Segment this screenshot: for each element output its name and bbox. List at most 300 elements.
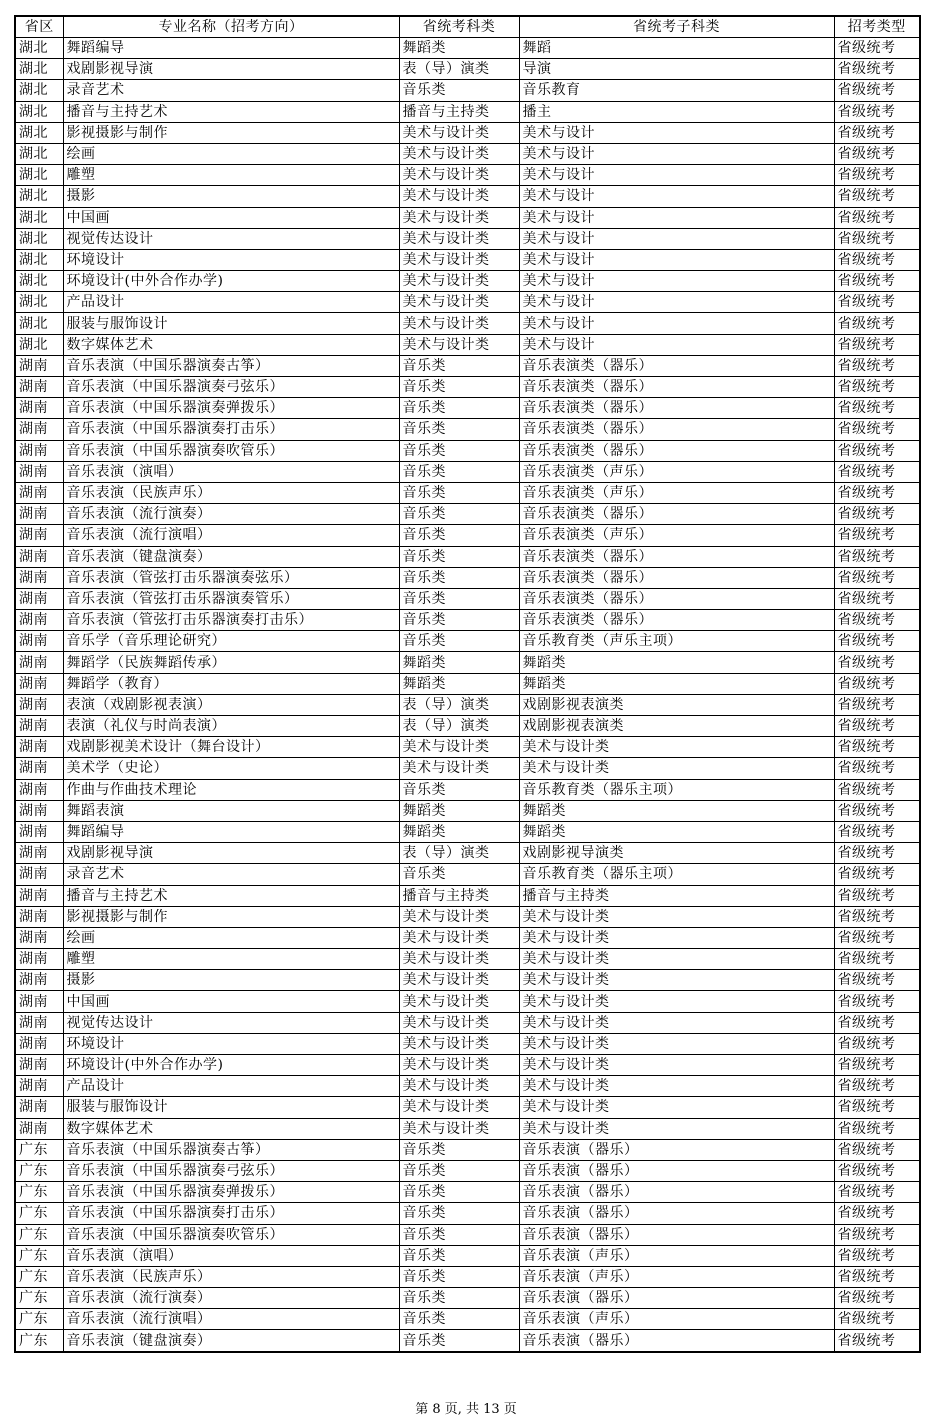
cell-province: 广东 [15, 1330, 63, 1352]
cell-exam-subcategory: 美术与设计 [519, 207, 834, 228]
cell-exam-subcategory: 美术与设计类 [519, 991, 834, 1012]
cell-exam-subcategory: 音乐教育 [519, 80, 834, 101]
cell-province: 湖南 [15, 1033, 63, 1054]
cell-province: 湖南 [15, 927, 63, 948]
table-row [15, 588, 920, 609]
cell-province: 广东 [15, 1245, 63, 1266]
cell-exam-subcategory: 音乐表演类（器乐） [519, 355, 834, 376]
cell-exam-category: 音乐类 [399, 1182, 519, 1203]
table-row [15, 864, 920, 885]
cell-major: 音乐表演（流行演奏） [63, 504, 399, 525]
cell-major: 摄影 [63, 970, 399, 991]
table-row [15, 334, 920, 355]
cell-exam-category: 舞蹈类 [399, 38, 519, 59]
cell-province: 湖南 [15, 970, 63, 991]
table-row [15, 1076, 920, 1097]
cell-admission-type: 省级统考 [834, 737, 920, 758]
table-row [15, 1055, 920, 1076]
table-row [15, 1330, 920, 1352]
cell-province: 湖南 [15, 1097, 63, 1118]
cell-exam-category: 美术与设计类 [399, 1012, 519, 1033]
table-row [15, 165, 920, 186]
cell-province: 湖南 [15, 461, 63, 482]
cell-exam-category: 美术与设计类 [399, 1097, 519, 1118]
table-row [15, 1097, 920, 1118]
cell-admission-type: 省级统考 [834, 143, 920, 164]
cell-province: 湖北 [15, 186, 63, 207]
cell-major: 环境设计(中外合作办学) [63, 1055, 399, 1076]
cell-exam-subcategory: 戏剧影视导演类 [519, 843, 834, 864]
cell-exam-subcategory: 舞蹈类 [519, 652, 834, 673]
cell-admission-type: 省级统考 [834, 186, 920, 207]
cell-admission-type: 省级统考 [834, 843, 920, 864]
table-header-row [15, 16, 920, 38]
cell-major: 音乐表演（中国乐器演奏吹管乐） [63, 440, 399, 461]
cell-exam-subcategory: 美术与设计类 [519, 1118, 834, 1139]
cell-province: 湖南 [15, 419, 63, 440]
cell-exam-category: 音乐类 [399, 1309, 519, 1330]
cell-exam-category: 美术与设计类 [399, 970, 519, 991]
cell-exam-category: 音乐类 [399, 440, 519, 461]
cell-province: 湖南 [15, 779, 63, 800]
cell-exam-category: 美术与设计类 [399, 927, 519, 948]
cell-admission-type: 省级统考 [834, 588, 920, 609]
table-row [15, 1160, 920, 1181]
cell-exam-category: 音乐类 [399, 1288, 519, 1309]
cell-major: 中国画 [63, 207, 399, 228]
cell-province: 广东 [15, 1203, 63, 1224]
table-row [15, 355, 920, 376]
cell-major: 戏剧影视导演 [63, 59, 399, 80]
cell-major: 音乐表演（中国乐器演奏弓弦乐） [63, 1160, 399, 1181]
cell-province: 湖南 [15, 821, 63, 842]
cell-major: 舞蹈编导 [63, 38, 399, 59]
cell-exam-category: 美术与设计类 [399, 207, 519, 228]
cell-admission-type: 省级统考 [834, 440, 920, 461]
cell-exam-subcategory: 美术与设计类 [519, 949, 834, 970]
cell-province: 湖北 [15, 38, 63, 59]
cell-admission-type: 省级统考 [834, 228, 920, 249]
cell-province: 湖北 [15, 165, 63, 186]
cell-exam-subcategory: 戏剧影视表演类 [519, 716, 834, 737]
table-row [15, 821, 920, 842]
cell-exam-subcategory: 舞蹈类 [519, 800, 834, 821]
cell-exam-subcategory: 音乐教育类（声乐主项） [519, 631, 834, 652]
table-row [15, 610, 920, 631]
table-row [15, 1139, 920, 1160]
cell-exam-category: 美术与设计类 [399, 1033, 519, 1054]
cell-exam-category: 美术与设计类 [399, 292, 519, 313]
cell-province: 湖北 [15, 59, 63, 80]
cell-exam-category: 音乐类 [399, 461, 519, 482]
cell-exam-subcategory: 播主 [519, 101, 834, 122]
cell-major: 音乐表演（民族声乐） [63, 1266, 399, 1287]
cell-major: 播音与主持艺术 [63, 885, 399, 906]
cell-province: 湖南 [15, 482, 63, 503]
cell-exam-category: 音乐类 [399, 504, 519, 525]
cell-province: 湖北 [15, 80, 63, 101]
table-row [15, 567, 920, 588]
cell-exam-subcategory: 音乐表演（器乐） [519, 1139, 834, 1160]
cell-exam-category: 音乐类 [399, 546, 519, 567]
cell-major: 影视摄影与制作 [63, 906, 399, 927]
cell-admission-type: 省级统考 [834, 377, 920, 398]
cell-province: 湖南 [15, 737, 63, 758]
cell-exam-category: 音乐类 [399, 80, 519, 101]
table-row [15, 1118, 920, 1139]
cell-admission-type: 省级统考 [834, 419, 920, 440]
cell-admission-type: 省级统考 [834, 546, 920, 567]
cell-exam-subcategory: 音乐教育类（器乐主项） [519, 864, 834, 885]
cell-exam-subcategory: 音乐表演（器乐） [519, 1182, 834, 1203]
cell-major: 雕塑 [63, 949, 399, 970]
table-row [15, 398, 920, 419]
cell-admission-type: 省级统考 [834, 821, 920, 842]
cell-admission-type: 省级统考 [834, 906, 920, 927]
table-row [15, 186, 920, 207]
table-row [15, 1033, 920, 1054]
cell-province: 湖北 [15, 122, 63, 143]
cell-exam-subcategory: 美术与设计类 [519, 906, 834, 927]
table-row [15, 1203, 920, 1224]
header-admission-type: 招考类型 [834, 16, 920, 38]
cell-exam-subcategory: 美术与设计 [519, 165, 834, 186]
cell-major: 服装与服饰设计 [63, 1097, 399, 1118]
cell-exam-category: 美术与设计类 [399, 165, 519, 186]
cell-exam-subcategory: 音乐表演（器乐） [519, 1203, 834, 1224]
cell-province: 湖南 [15, 610, 63, 631]
table-row [15, 758, 920, 779]
table-row [15, 525, 920, 546]
cell-province: 湖南 [15, 546, 63, 567]
header-exam-subcategory: 省统考子科类 [519, 16, 834, 38]
cell-exam-category: 音乐类 [399, 377, 519, 398]
cell-exam-category: 表（导）演类 [399, 843, 519, 864]
cell-admission-type: 省级统考 [834, 207, 920, 228]
page-number: 第 8 页, 共 13 页 [415, 1402, 517, 1417]
cell-exam-category: 音乐类 [399, 1224, 519, 1245]
table-row [15, 419, 920, 440]
cell-exam-category: 美术与设计类 [399, 186, 519, 207]
cell-exam-subcategory: 舞蹈类 [519, 673, 834, 694]
cell-admission-type: 省级统考 [834, 1012, 920, 1033]
cell-admission-type: 省级统考 [834, 334, 920, 355]
cell-major: 音乐表演（流行演奏） [63, 1288, 399, 1309]
cell-exam-category: 美术与设计类 [399, 249, 519, 270]
cell-exam-subcategory: 音乐表演类（器乐） [519, 419, 834, 440]
cell-exam-subcategory: 音乐表演类（器乐） [519, 398, 834, 419]
cell-exam-subcategory: 美术与设计 [519, 271, 834, 292]
cell-major: 舞蹈表演 [63, 800, 399, 821]
cell-exam-subcategory: 美术与设计 [519, 143, 834, 164]
cell-province: 湖南 [15, 716, 63, 737]
cell-major: 音乐表演（流行演唱） [63, 1309, 399, 1330]
cell-exam-category: 音乐类 [399, 1139, 519, 1160]
cell-admission-type: 省级统考 [834, 292, 920, 313]
table-row [15, 970, 920, 991]
cell-exam-category: 音乐类 [399, 631, 519, 652]
table-row [15, 927, 920, 948]
cell-province: 湖南 [15, 673, 63, 694]
cell-exam-subcategory: 美术与设计 [519, 249, 834, 270]
cell-province: 广东 [15, 1288, 63, 1309]
table-row [15, 482, 920, 503]
cell-exam-category: 音乐类 [399, 864, 519, 885]
cell-major: 美术学（史论） [63, 758, 399, 779]
cell-exam-category: 音乐类 [399, 398, 519, 419]
cell-admission-type: 省级统考 [834, 1182, 920, 1203]
cell-province: 湖南 [15, 504, 63, 525]
cell-exam-category: 美术与设计类 [399, 271, 519, 292]
table-row [15, 292, 920, 313]
cell-exam-category: 音乐类 [399, 482, 519, 503]
cell-province: 湖南 [15, 906, 63, 927]
cell-province: 湖南 [15, 525, 63, 546]
cell-exam-subcategory: 播音与主持类 [519, 885, 834, 906]
cell-major: 绘画 [63, 143, 399, 164]
cell-admission-type: 省级统考 [834, 271, 920, 292]
cell-exam-subcategory: 美术与设计类 [519, 927, 834, 948]
cell-exam-subcategory: 音乐表演（器乐） [519, 1160, 834, 1181]
table-row [15, 271, 920, 292]
cell-major: 音乐表演（民族声乐） [63, 482, 399, 503]
table-row [15, 207, 920, 228]
table-row [15, 122, 920, 143]
cell-exam-category: 音乐类 [399, 1330, 519, 1352]
cell-major: 戏剧影视导演 [63, 843, 399, 864]
cell-exam-subcategory: 舞蹈 [519, 38, 834, 59]
cell-admission-type: 省级统考 [834, 652, 920, 673]
cell-exam-category: 美术与设计类 [399, 758, 519, 779]
table-row [15, 800, 920, 821]
cell-province: 湖北 [15, 292, 63, 313]
cell-exam-category: 音乐类 [399, 355, 519, 376]
cell-major: 表演（戏剧影视表演） [63, 694, 399, 715]
cell-exam-category: 美术与设计类 [399, 228, 519, 249]
cell-major: 舞蹈学（教育） [63, 673, 399, 694]
table-row [15, 1245, 920, 1266]
cell-exam-category: 舞蹈类 [399, 652, 519, 673]
cell-admission-type: 省级统考 [834, 1076, 920, 1097]
cell-exam-category: 音乐类 [399, 779, 519, 800]
cell-exam-category: 美术与设计类 [399, 334, 519, 355]
cell-admission-type: 省级统考 [834, 249, 920, 270]
cell-exam-category: 舞蹈类 [399, 821, 519, 842]
cell-province: 湖南 [15, 758, 63, 779]
cell-province: 湖南 [15, 398, 63, 419]
cell-exam-subcategory: 音乐表演（声乐） [519, 1266, 834, 1287]
cell-exam-subcategory: 音乐表演（器乐） [519, 1330, 834, 1352]
cell-admission-type: 省级统考 [834, 1224, 920, 1245]
cell-admission-type: 省级统考 [834, 1245, 920, 1266]
table-row [15, 1012, 920, 1033]
cell-major: 影视摄影与制作 [63, 122, 399, 143]
table-body [15, 38, 920, 1352]
cell-major: 音乐表演（中国乐器演奏弹拨乐） [63, 1182, 399, 1203]
cell-admission-type: 省级统考 [834, 1097, 920, 1118]
cell-province: 广东 [15, 1309, 63, 1330]
cell-province: 湖南 [15, 843, 63, 864]
cell-province: 湖北 [15, 143, 63, 164]
cell-admission-type: 省级统考 [834, 80, 920, 101]
cell-admission-type: 省级统考 [834, 461, 920, 482]
cell-major: 中国画 [63, 991, 399, 1012]
cell-exam-category: 表（导）演类 [399, 59, 519, 80]
cell-province: 湖南 [15, 800, 63, 821]
cell-exam-subcategory: 美术与设计类 [519, 1033, 834, 1054]
cell-admission-type: 省级统考 [834, 1139, 920, 1160]
cell-exam-category: 美术与设计类 [399, 1076, 519, 1097]
header-province: 省区 [15, 16, 63, 38]
cell-exam-subcategory: 美术与设计 [519, 186, 834, 207]
table-row [15, 737, 920, 758]
cell-major: 戏剧影视美术设计（舞台设计） [63, 737, 399, 758]
cell-exam-subcategory: 美术与设计 [519, 228, 834, 249]
cell-major: 音乐表演（管弦打击乐器演奏管乐） [63, 588, 399, 609]
cell-exam-category: 美术与设计类 [399, 906, 519, 927]
cell-exam-category: 舞蹈类 [399, 800, 519, 821]
cell-province: 广东 [15, 1182, 63, 1203]
table-row [15, 313, 920, 334]
table-row [15, 779, 920, 800]
table-row [15, 885, 920, 906]
cell-province: 湖南 [15, 1118, 63, 1139]
cell-exam-category: 舞蹈类 [399, 673, 519, 694]
table-row [15, 652, 920, 673]
cell-province: 湖南 [15, 652, 63, 673]
cell-province: 湖北 [15, 334, 63, 355]
cell-admission-type: 省级统考 [834, 1309, 920, 1330]
cell-exam-subcategory: 音乐表演类（器乐） [519, 546, 834, 567]
cell-major: 音乐表演（中国乐器演奏打击乐） [63, 419, 399, 440]
cell-exam-category: 音乐类 [399, 419, 519, 440]
cell-exam-category: 美术与设计类 [399, 1118, 519, 1139]
cell-admission-type: 省级统考 [834, 313, 920, 334]
cell-exam-subcategory: 音乐表演类（器乐） [519, 504, 834, 525]
cell-exam-subcategory: 音乐表演类（器乐） [519, 377, 834, 398]
cell-admission-type: 省级统考 [834, 355, 920, 376]
table-row [15, 440, 920, 461]
table-row [15, 906, 920, 927]
cell-major: 产品设计 [63, 292, 399, 313]
cell-major: 音乐表演（流行演唱） [63, 525, 399, 546]
table-row [15, 1309, 920, 1330]
cell-exam-category: 音乐类 [399, 610, 519, 631]
cell-major: 音乐表演（键盘演奏） [63, 1330, 399, 1352]
cell-province: 湖南 [15, 694, 63, 715]
cell-province: 湖南 [15, 631, 63, 652]
cell-province: 湖北 [15, 228, 63, 249]
cell-province: 湖南 [15, 949, 63, 970]
cell-major: 录音艺术 [63, 80, 399, 101]
table-row [15, 80, 920, 101]
table-row [15, 1288, 920, 1309]
cell-province: 湖南 [15, 567, 63, 588]
cell-exam-subcategory: 舞蹈类 [519, 821, 834, 842]
cell-admission-type: 省级统考 [834, 1055, 920, 1076]
cell-major: 舞蹈学（民族舞蹈传承） [63, 652, 399, 673]
cell-admission-type: 省级统考 [834, 1288, 920, 1309]
cell-major: 音乐学（音乐理论研究） [63, 631, 399, 652]
table-row [15, 143, 920, 164]
cell-province: 湖北 [15, 313, 63, 334]
cell-major: 音乐表演（键盘演奏） [63, 546, 399, 567]
cell-province: 湖南 [15, 864, 63, 885]
cell-exam-subcategory: 美术与设计 [519, 292, 834, 313]
cell-province: 湖北 [15, 249, 63, 270]
cell-exam-subcategory: 音乐表演类（器乐） [519, 440, 834, 461]
cell-major: 播音与主持艺术 [63, 101, 399, 122]
cell-major: 录音艺术 [63, 864, 399, 885]
cell-province: 湖南 [15, 1012, 63, 1033]
table-row [15, 546, 920, 567]
cell-province: 湖南 [15, 355, 63, 376]
cell-exam-category: 美术与设计类 [399, 949, 519, 970]
cell-major: 音乐表演（中国乐器演奏弓弦乐） [63, 377, 399, 398]
cell-admission-type: 省级统考 [834, 38, 920, 59]
cell-exam-subcategory: 音乐表演（器乐） [519, 1224, 834, 1245]
cell-exam-category: 音乐类 [399, 588, 519, 609]
table-row [15, 843, 920, 864]
cell-admission-type: 省级统考 [834, 694, 920, 715]
table-row [15, 694, 920, 715]
cell-exam-subcategory: 美术与设计类 [519, 970, 834, 991]
header-exam-category: 省统考科类 [399, 16, 519, 38]
cell-major: 音乐表演（中国乐器演奏吹管乐） [63, 1224, 399, 1245]
cell-exam-subcategory: 音乐表演类（器乐） [519, 567, 834, 588]
table-row [15, 991, 920, 1012]
table-row [15, 101, 920, 122]
cell-exam-category: 表（导）演类 [399, 716, 519, 737]
cell-exam-subcategory: 音乐教育类（器乐主项） [519, 779, 834, 800]
cell-exam-category: 美术与设计类 [399, 122, 519, 143]
cell-admission-type: 省级统考 [834, 885, 920, 906]
cell-major: 雕塑 [63, 165, 399, 186]
cell-exam-subcategory: 美术与设计类 [519, 1097, 834, 1118]
table-row [15, 1224, 920, 1245]
cell-exam-subcategory: 美术与设计 [519, 334, 834, 355]
cell-admission-type: 省级统考 [834, 991, 920, 1012]
cell-exam-category: 播音与主持类 [399, 885, 519, 906]
cell-admission-type: 省级统考 [834, 567, 920, 588]
cell-major: 舞蹈编导 [63, 821, 399, 842]
cell-admission-type: 省级统考 [834, 482, 920, 503]
cell-admission-type: 省级统考 [834, 1118, 920, 1139]
cell-major: 视觉传达设计 [63, 1012, 399, 1033]
cell-exam-category: 美术与设计类 [399, 313, 519, 334]
cell-exam-category: 美术与设计类 [399, 1055, 519, 1076]
cell-province: 湖北 [15, 271, 63, 292]
cell-exam-category: 美术与设计类 [399, 143, 519, 164]
cell-exam-subcategory: 音乐表演类（器乐） [519, 610, 834, 631]
cell-exam-subcategory: 音乐表演类（声乐） [519, 461, 834, 482]
cell-admission-type: 省级统考 [834, 122, 920, 143]
cell-major: 服装与服饰设计 [63, 313, 399, 334]
cell-province: 湖南 [15, 1055, 63, 1076]
table-row [15, 949, 920, 970]
cell-major: 音乐表演（中国乐器演奏打击乐） [63, 1203, 399, 1224]
cell-admission-type: 省级统考 [834, 949, 920, 970]
table-row [15, 377, 920, 398]
cell-province: 湖南 [15, 588, 63, 609]
cell-major: 音乐表演（中国乐器演奏弹拨乐） [63, 398, 399, 419]
cell-province: 湖北 [15, 207, 63, 228]
cell-exam-subcategory: 音乐表演类（声乐） [519, 482, 834, 503]
cell-exam-subcategory: 音乐表演类（声乐） [519, 525, 834, 546]
cell-province: 湖北 [15, 101, 63, 122]
table-row [15, 504, 920, 525]
table-row [15, 249, 920, 270]
